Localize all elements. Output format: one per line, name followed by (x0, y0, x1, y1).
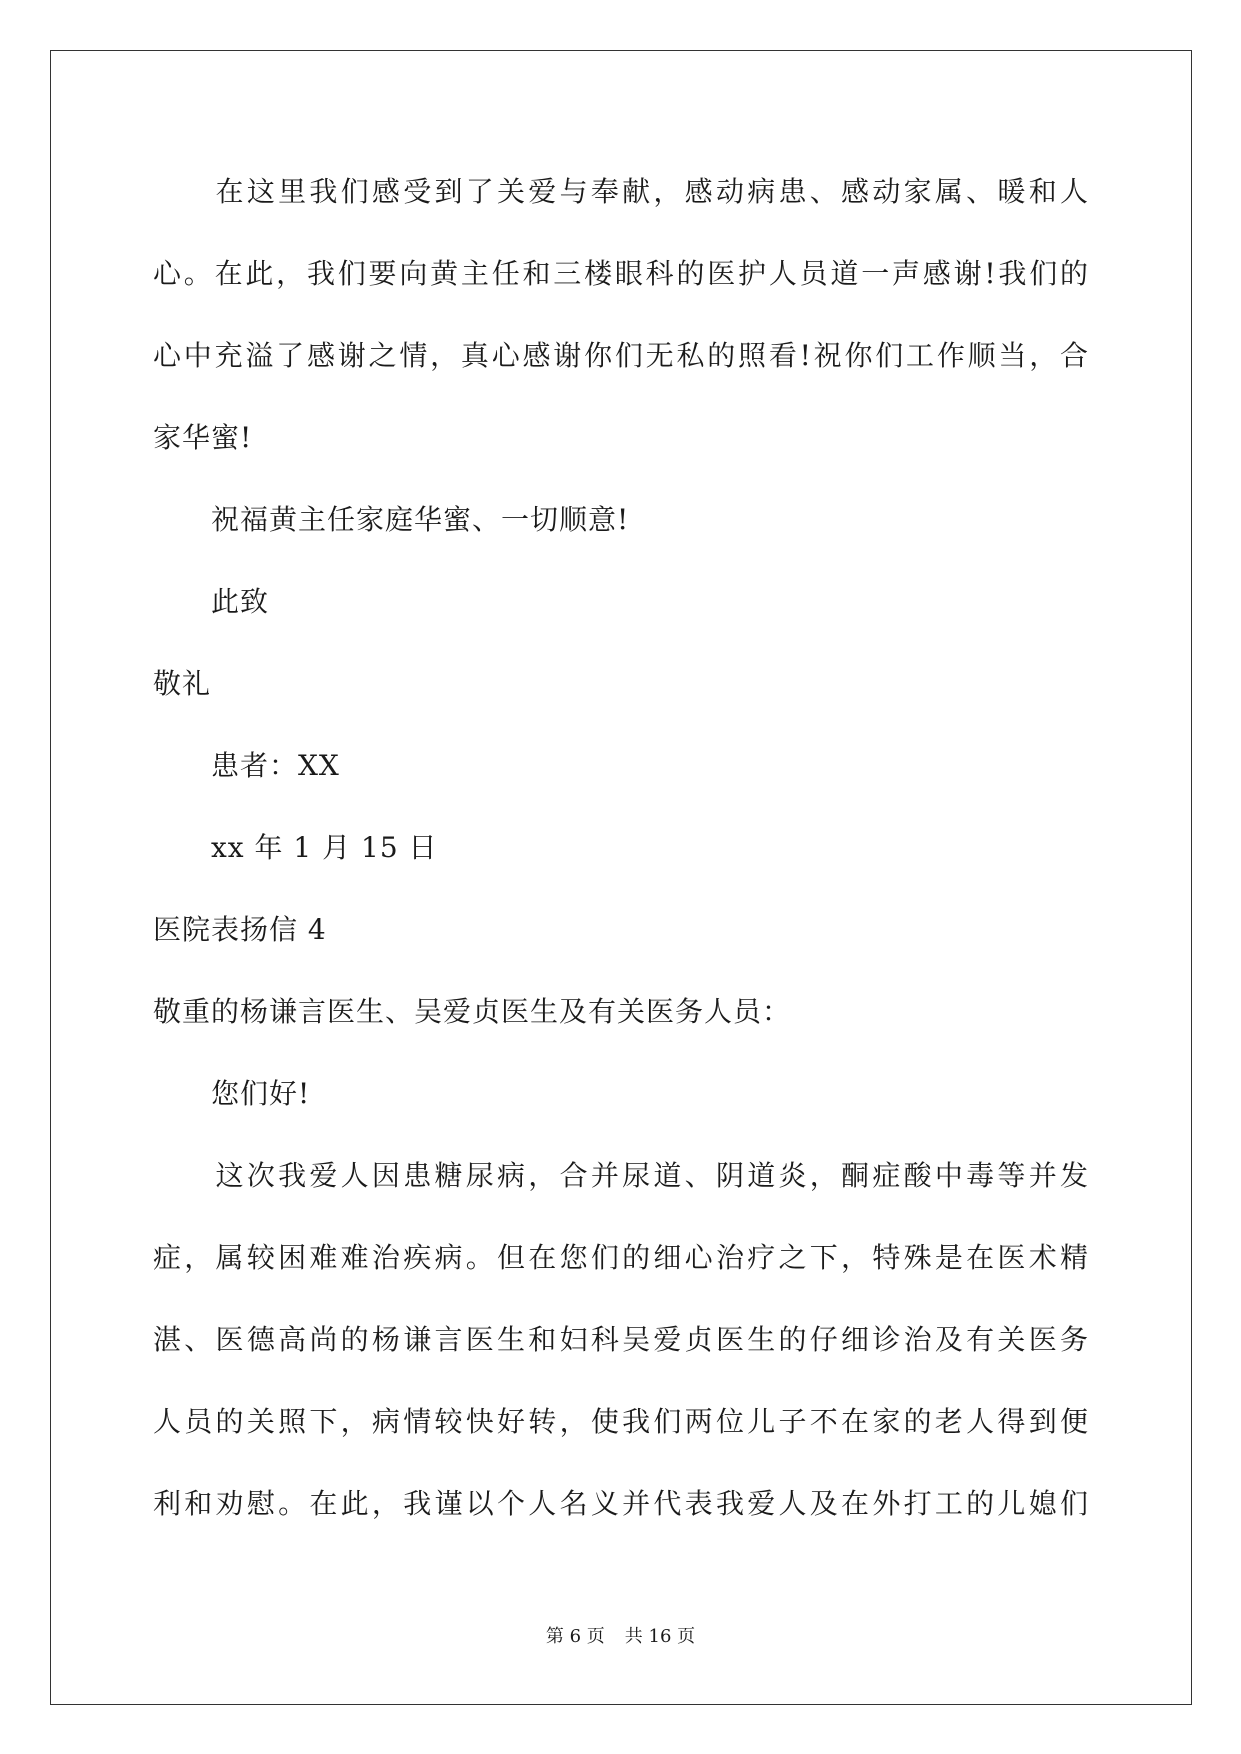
page-footer (0, 1625, 1241, 1649)
body-line: 这次我爱人因患糖尿病，合并尿道、阴道炎，酮症酸中毒等并发 (153, 1159, 1088, 1192)
signature-patient: 患者：XX (153, 749, 340, 782)
letter-opening: 您们好! (153, 1077, 311, 1110)
body-line: 湛、医德高尚的杨谦言医生和妇科吴爱贞医生的仔细诊治及有关医务 (153, 1323, 1088, 1356)
body-line: 人员的关照下，病情较快好转，使我们两位儿子不在家的老人得到便 (153, 1405, 1088, 1438)
section-heading: 医院表扬信 4 (153, 913, 327, 946)
page-border (50, 50, 1192, 1705)
body-line: 家华蜜! (153, 421, 253, 454)
signature-date: xx 年 1 月 15 日 (153, 831, 438, 864)
page-total: 共 16 页 (624, 1626, 696, 1647)
body-line: 心。在此，我们要向黄主任和三楼眼科的医护人员道一声感谢!我们的 (153, 257, 1088, 290)
letter-greeting: 敬重的杨谦言医生、吴爱贞医生及有关医务人员： (153, 995, 792, 1028)
page-number: 第 6 页 (545, 1626, 605, 1647)
closing-salutation: 此致 (153, 585, 270, 618)
body-line: 祝福黄主任家庭华蜜、一切顺意! (153, 503, 630, 536)
body-line: 利和劝慰。在此，我谨以个人名义并代表我爱人及在外打工的儿媳们 (153, 1487, 1088, 1520)
body-line: 心中充溢了感谢之情，真心感谢你们无私的照看!祝你们工作顺当，合 (153, 339, 1088, 372)
body-line: 症，属较困难难治疾病。但在您们的细心治疗之下，特殊是在医术精 (153, 1241, 1088, 1274)
closing-regards: 敬礼 (153, 667, 212, 700)
body-line: 在这里我们感受到了关爱与奉献，感动病患、感动家属、暖和人 (153, 175, 1088, 208)
